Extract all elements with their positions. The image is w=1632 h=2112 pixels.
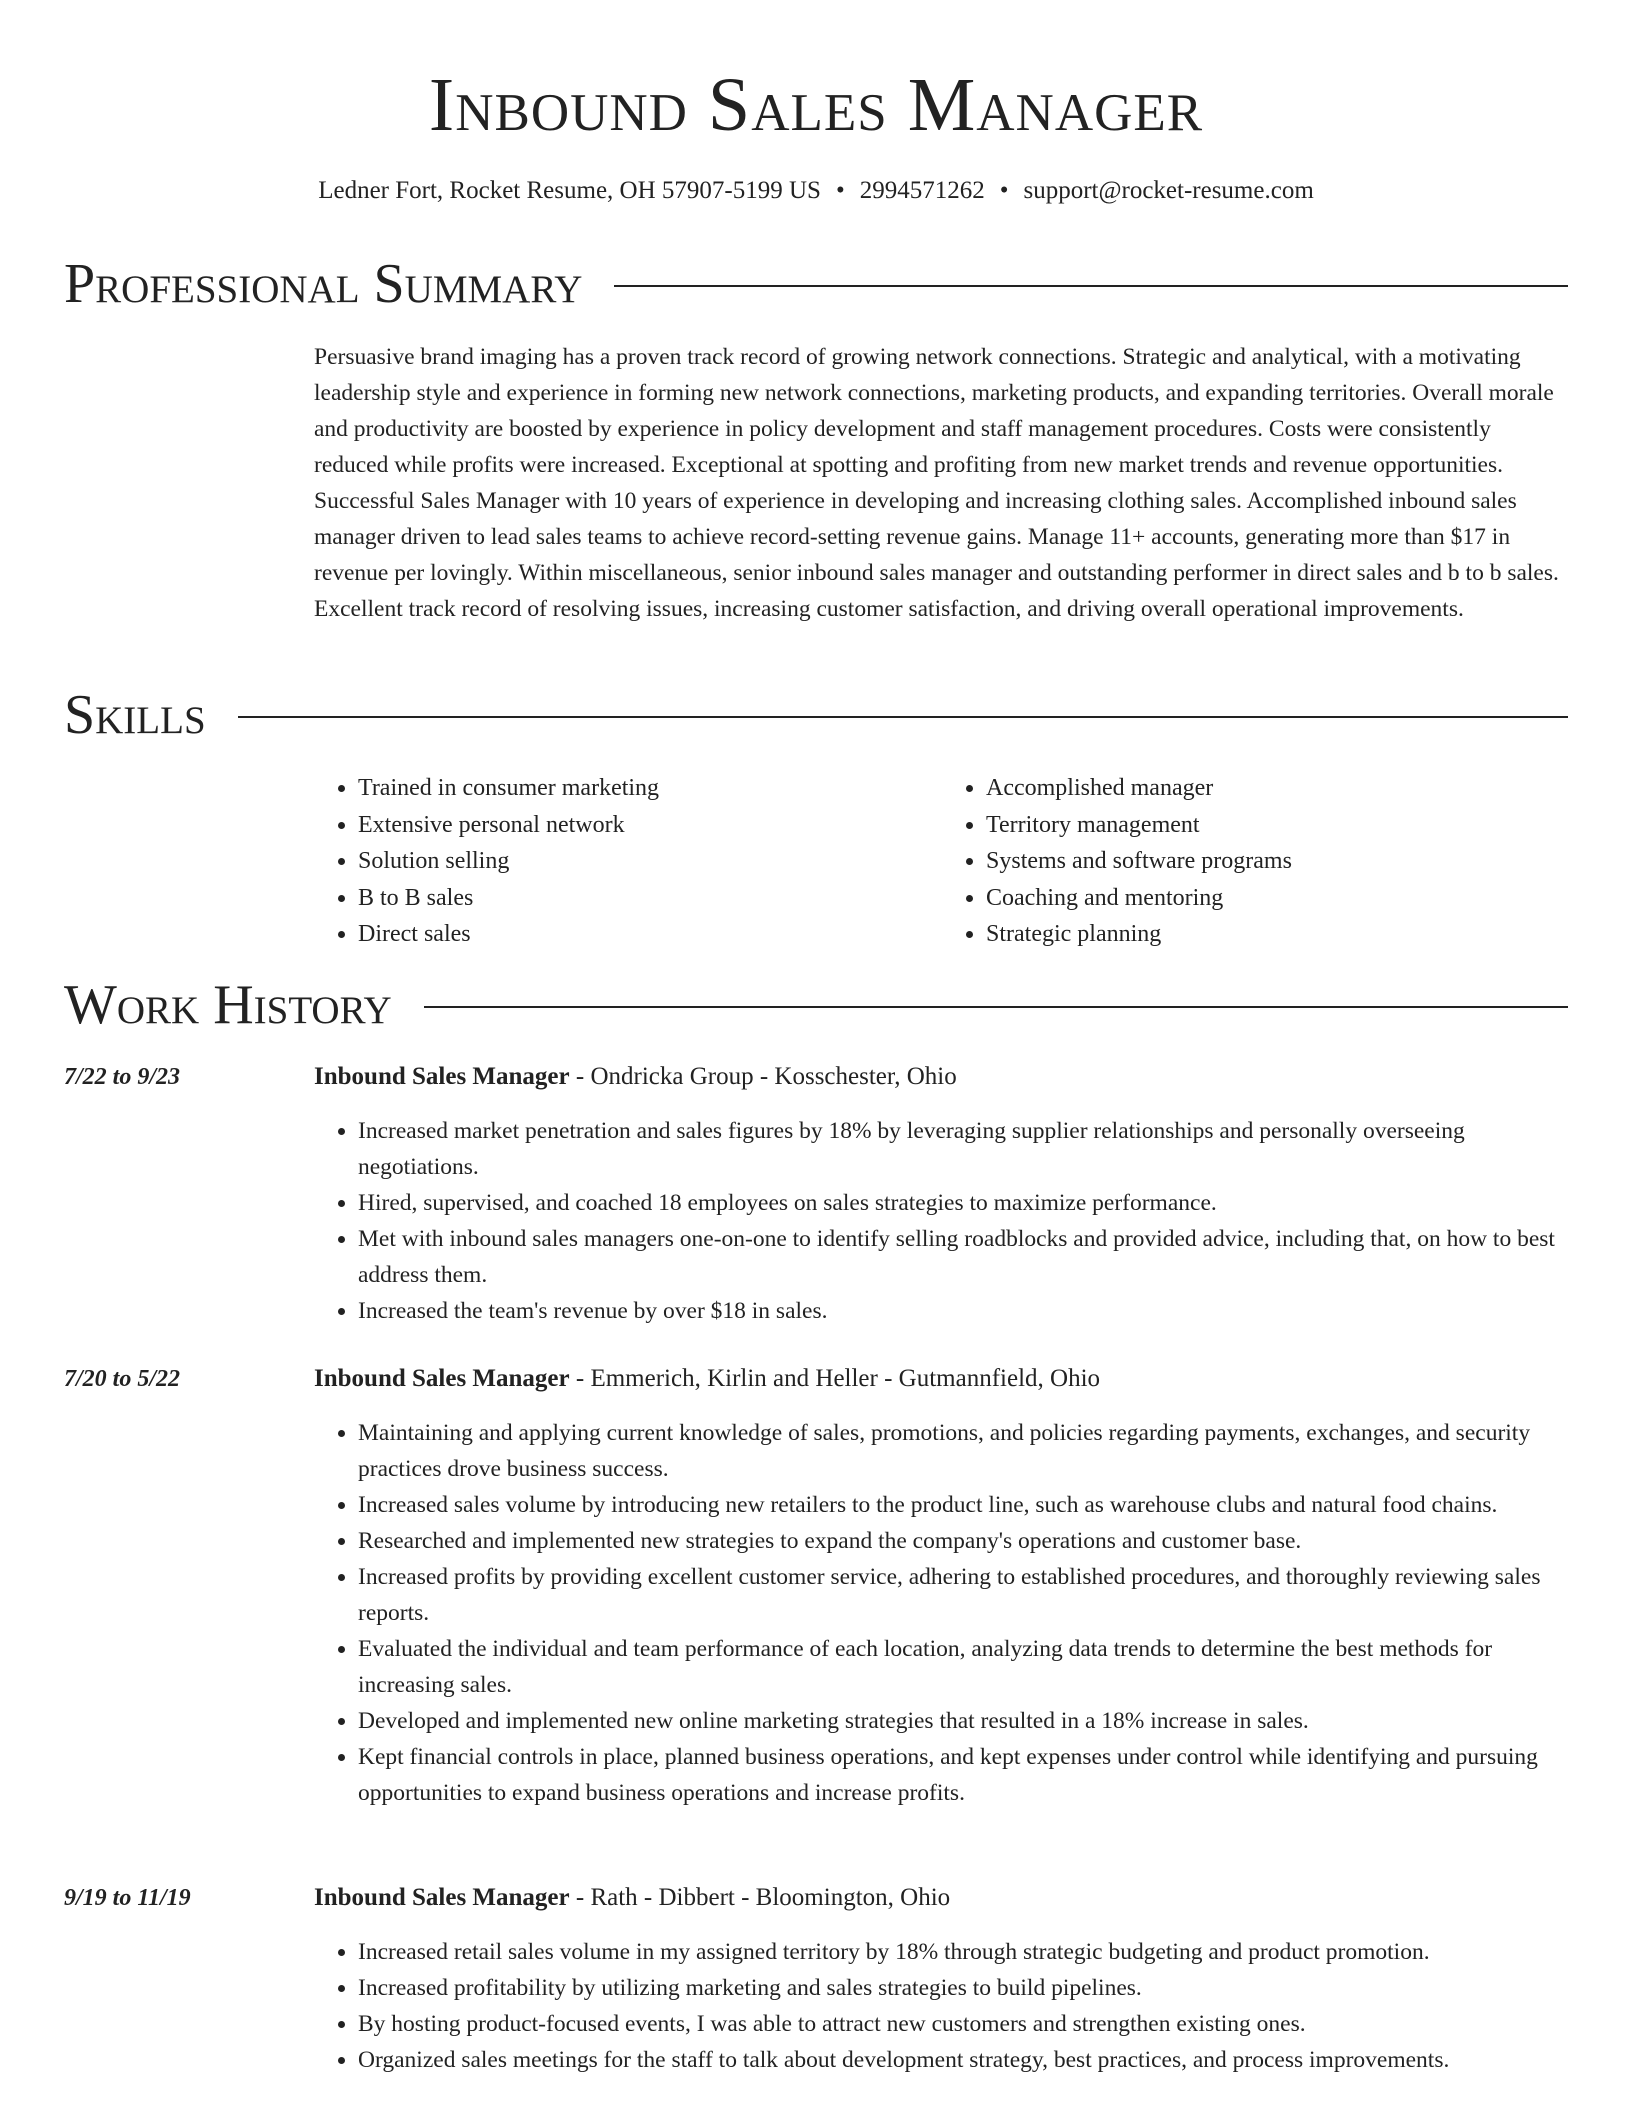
- skills-list: [314, 770, 1570, 953]
- contact-line: [0, 174, 1632, 208]
- skills-column-left: [314, 770, 942, 953]
- job-company: - Rath - Dibbert - Bloomington, Ohio: [575, 1884, 951, 1911]
- job-bullet: • Researched and implemented new strategies to expand the company's operations and customer base.: [358, 1523, 1570, 1559]
- job-bullet: • Developed and implemented new online marketing strategies that resulted in a 18% increase in sales.: [358, 1703, 1570, 1739]
- job-bullet: • Increased retail sales volume in my assigned territory by 18% through strategic budgeting and product promotion.: [358, 1934, 1570, 1970]
- skills-section-header: [64, 683, 1568, 747]
- skills-section-title: Skills: [64, 684, 206, 746]
- skill-item: • Solution selling: [358, 843, 942, 880]
- skill-item: • Coaching and mentoring: [986, 880, 1570, 917]
- skill-item: • Direct sales: [358, 916, 942, 953]
- job-dates: 7/20 to 5/22: [64, 1366, 181, 1392]
- job-bullet: • Increased market penetration and sales figures by 18% by leveraging supplier relationships and personally overseeing negotiations.: [358, 1113, 1570, 1185]
- job-bullet: • Increased profits by providing excellent customer service, adhering to established procedures, and thoroughly reviewing sales reports.: [358, 1559, 1570, 1631]
- skill-item: • Systems and software programs: [986, 843, 1570, 880]
- job-role: Inbound Sales Manager: [314, 1063, 570, 1090]
- job-bullets: [314, 1113, 1570, 1329]
- job-bullet: • Kept financial controls in place, planned business operations, and kept expenses under control while identifying and pursuing opportunities to expand business operations and increase profits.: [358, 1739, 1570, 1811]
- job-role: Inbound Sales Manager: [314, 1365, 570, 1392]
- job-bullet: • Maintaining and applying current knowledge of sales, promotions, and policies regarding payments, exchanges, and security practices drove business success.: [358, 1415, 1570, 1487]
- skill-item: • B to B sales: [358, 880, 942, 917]
- skill-item: • Accomplished manager: [986, 770, 1570, 807]
- work-section-title: Work History: [64, 974, 392, 1036]
- contact-separator: •: [999, 177, 1009, 204]
- job-company: - Emmerich, Kirlin and Heller - Gutmannfield, Ohio: [575, 1365, 1101, 1392]
- job-bullet: • Organized sales meetings for the staff to talk about development strategy, best practices, and process improvements.: [358, 2042, 1570, 2078]
- skill-item: • Territory management: [986, 807, 1570, 844]
- contact-phone: 2994571262: [859, 177, 985, 204]
- job-bullet: • Increased profitability by utilizing marketing and sales strategies to build pipelines.: [358, 1970, 1570, 2006]
- section-divider: [238, 716, 1568, 718]
- job-company: - Ondricka Group - Kosschester, Ohio: [575, 1063, 957, 1090]
- job-dates: 9/19 to 11/19: [64, 1885, 191, 1911]
- job-bullet: • Increased sales volume by introducing new retailers to the product line, such as warehouse clubs and natural food chains.: [358, 1487, 1570, 1523]
- section-divider: [424, 1006, 1568, 1008]
- job-bullet: • Increased the team's revenue by over $18 in sales.: [358, 1293, 1570, 1329]
- job-heading: [314, 1880, 1570, 1916]
- job-bullet: • Met with inbound sales managers one-on-one to identify selling roadblocks and provided advice, including that, on how to best address them.: [358, 1221, 1570, 1293]
- contact-separator: •: [835, 177, 845, 204]
- job-bullet: • By hosting product-focused events, I was able to attract new customers and strengthen existing ones.: [358, 2006, 1570, 2042]
- contact-email: support@rocket-resume.com: [1023, 177, 1314, 204]
- work-section-header: [64, 973, 1568, 1037]
- job-role: Inbound Sales Manager: [314, 1884, 570, 1911]
- job-bullets: [314, 1415, 1570, 1811]
- skill-item: • Strategic planning: [986, 916, 1570, 953]
- job-dates: 7/22 to 9/23: [64, 1064, 181, 1090]
- section-divider: [614, 285, 1568, 287]
- job-bullet: • Hired, supervised, and coached 18 employees on sales strategies to maximize performance.: [358, 1185, 1570, 1221]
- skill-item: • Extensive personal network: [358, 807, 942, 844]
- skill-item: • Trained in consumer marketing: [358, 770, 942, 807]
- job-bullets: [314, 1934, 1570, 2078]
- skills-column-right: [942, 770, 1570, 953]
- job-heading: [314, 1059, 1570, 1095]
- resume-name: Inbound Sales Manager: [428, 63, 1204, 147]
- summary-section-title: Professional Summary: [64, 253, 583, 315]
- summary-text: Persuasive brand imaging has a proven track record of growing network connections. Strategic and analytical, with a motivating leadership style and experience in forming new network connections, marketing products, and expanding territories. Overall morale and productivity are boosted by experience in policy development and staff management procedures. Costs were consistently reduced while profits were increased. Exceptional at spotting and profiting from new market trends and revenue opportunities. Successful Sales Manager with 10 years of experience in developing and increasing clothing sales. Accomplished inbound sales manager driven to lead sales teams to achieve record-setting revenue gains. Manage 11+ accounts, generating more than $17 in revenue per lovingly. Within miscellaneous, senior inbound sales manager and outstanding performer in direct sales and b to b sales. Excellent track record of resolving issues, increasing customer satisfaction, and driving overall operational improvements.: [314, 344, 1559, 622]
- job-bullet: • Evaluated the individual and team performance of each location, analyzing data trends to determine the best methods for increasing sales.: [358, 1631, 1570, 1703]
- summary-section-header: [64, 252, 1568, 316]
- contact-address: Ledner Fort, Rocket Resume, OH 57907-5199 US: [318, 177, 821, 204]
- job-heading: [314, 1361, 1570, 1397]
